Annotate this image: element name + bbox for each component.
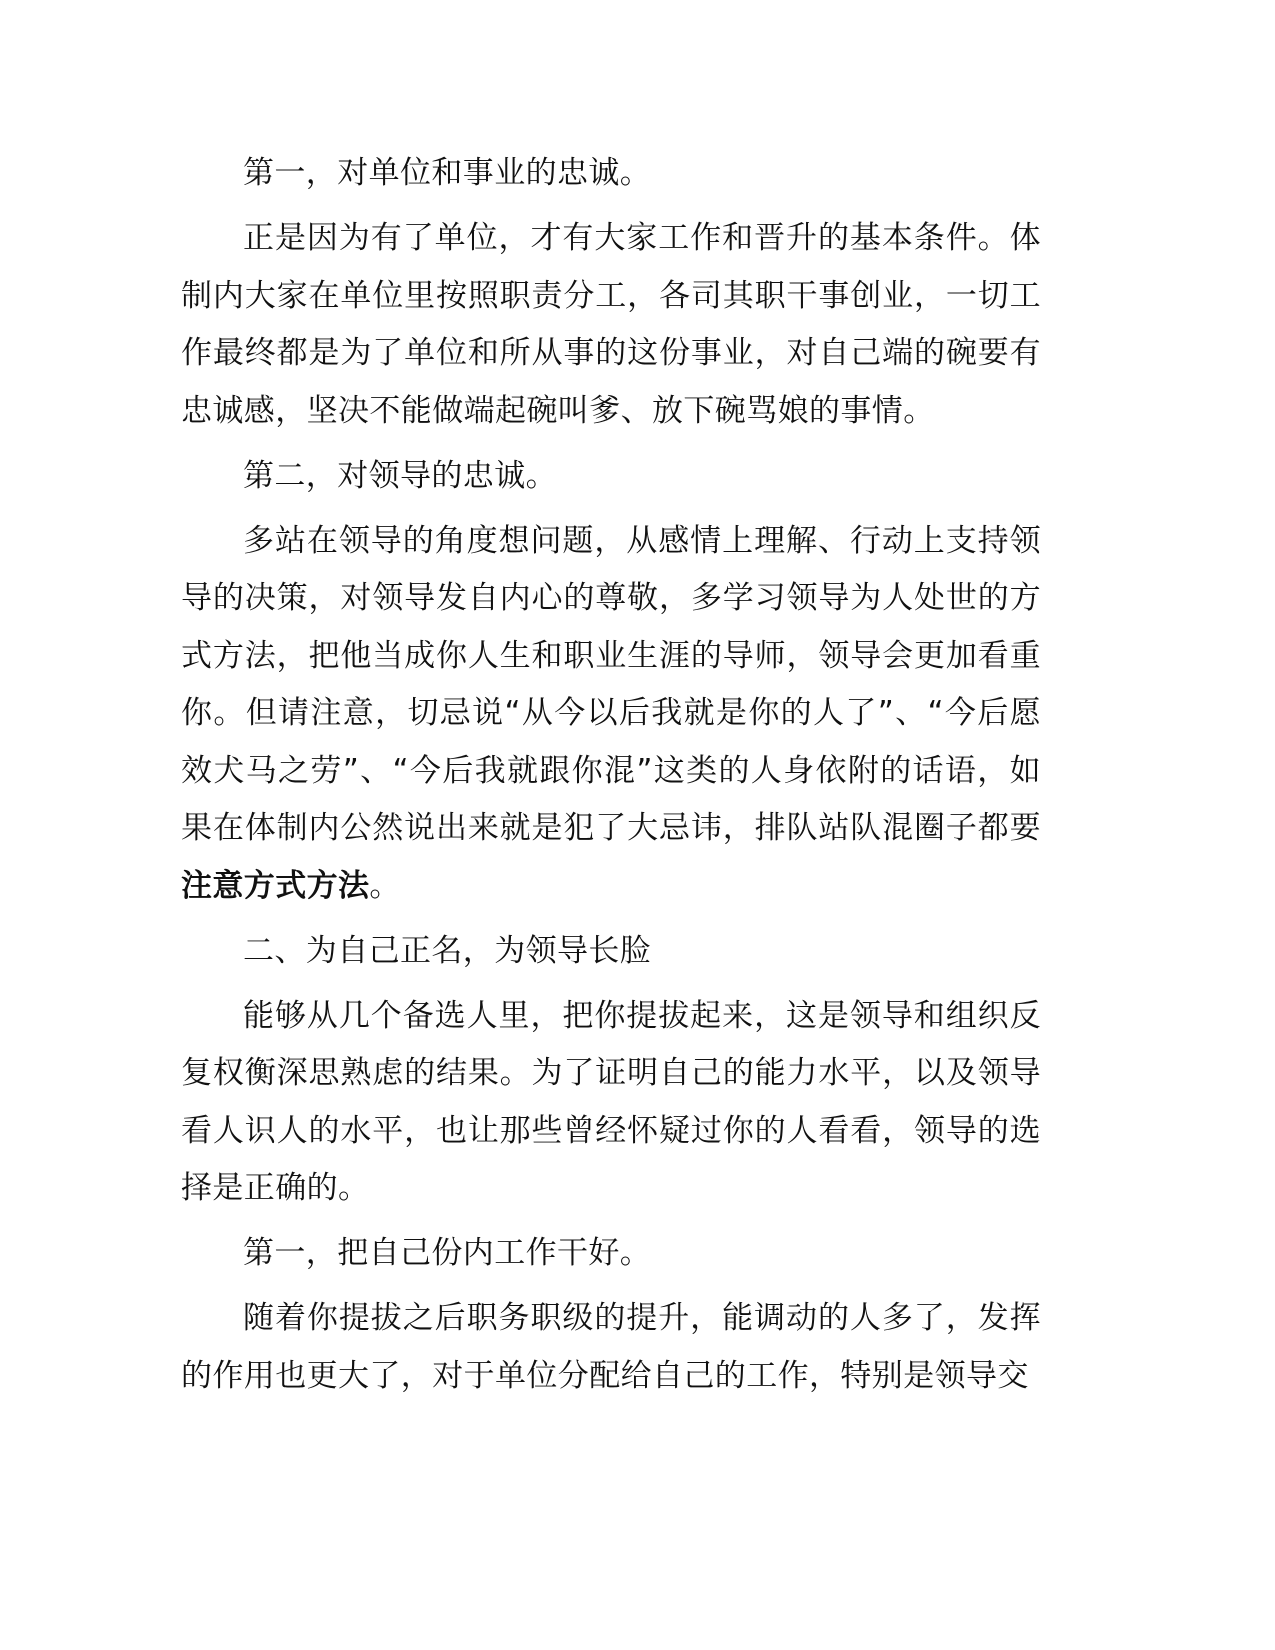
heading-do-work-well: 第一，把自己份内工作干好。 (243, 1235, 652, 1271)
paragraph-promotion: 能够从几个备选人里，把你提拔起来，这是领导和组织反复权衡深思熟虑的结果。为了证明自己的能力水平，以及领导看人识人的水平，也让那些曾经怀疑过你的人看看，领导的选择是正确的。 (181, 997, 1041, 1206)
paragraph-unit-loyalty: 正是因为有了单位，才有大家工作和晋升的基本条件。体制内大家在单位里按照职责分工，各司其职干事创业，一切工作最终都是为了单位和所从事的这份事业，对自己端的碗要有忠诚感，坚决不能做端起碗叫爹、放下碗骂娘的事情。 (181, 220, 1041, 429)
paragraph-leader-loyalty-body: 多站在领导的角度想问题，从感情上理解、行动上支持领导的决策，对领导发自内心的尊敬，多学习领导为人处世的方式方法，把他当成你人生和职业生涯的导师，领导会更加看重你。但请注意，切忌说“从今以后我就是你的人了”、“今后愿效犬马之劳”、“今后我就跟你混”这类的人身依附的话语，如果在体制内公然说出来就是犯了大忌讳，排队站队混圈子都要 (181, 522, 1041, 846)
paragraph-after-promotion: 随着你提拔之后职务职级的提升，能调动的人多了，发挥的作用也更大了，对于单位分配给自己的工作，特别是领导交 (181, 1300, 1041, 1394)
document-page (181, 145, 1041, 1413)
paragraph-leader-loyalty (181, 513, 1041, 916)
paragraph-leader-loyalty-bold: 注意方式方法 (181, 867, 370, 904)
section-heading-prove-yourself: 二、为自己正名，为领导长脸 (243, 932, 652, 969)
paragraph-leader-loyalty-punct: 。 (369, 867, 401, 904)
heading-loyalty-to-unit: 第一，对单位和事业的忠诚。 (243, 155, 652, 191)
heading-loyalty-to-leader: 第二，对领导的忠诚。 (243, 457, 557, 494)
